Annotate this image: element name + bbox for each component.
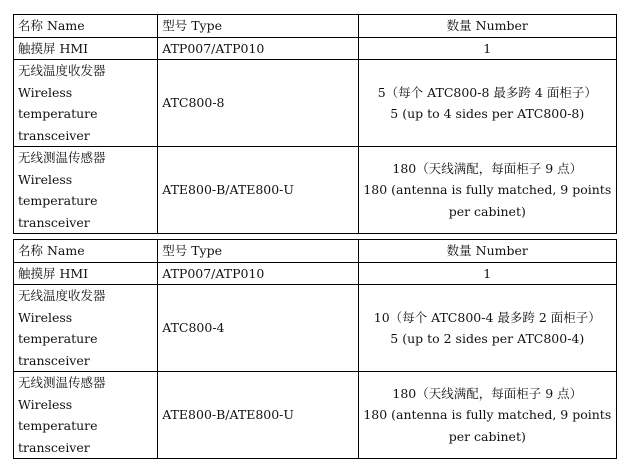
cell-name [14, 147, 158, 234]
cell-line: 180（天线满配，每面柜子 9 点） [392, 385, 583, 401]
cell-name [14, 285, 158, 372]
cell-number [358, 262, 616, 285]
cell-line: 触摸屏 HMI [18, 40, 89, 56]
cell-type: ATP007/ATP010 [158, 37, 358, 60]
cell-line: 180 (antenna is fully matched, 9 points [363, 407, 612, 423]
cell-name [14, 262, 158, 285]
cell-name [14, 372, 158, 459]
cell-line: 1 [483, 265, 492, 281]
cell-line: Wireless temperature [18, 171, 98, 208]
cell-number [358, 60, 616, 147]
cell-line: 1 [483, 40, 492, 56]
cell-line: transceiver [18, 352, 90, 368]
cell-number [358, 147, 616, 234]
header-type: 型号 Type [158, 240, 358, 263]
cell-line: 180 (antenna is fully matched, 9 points [363, 182, 612, 198]
cell-line: 无线温度收发器 [18, 63, 106, 78]
cell-line: 5 (up to 4 sides per ATC800-8) [390, 106, 585, 121]
header-name: 名称 Name [14, 240, 158, 263]
cell-number [358, 37, 616, 60]
header-number: 数量 Number [358, 240, 616, 263]
cell-line: 无线测温传感器 [18, 375, 106, 390]
cell-type: ATP007/ATP010 [158, 262, 358, 285]
cell-line: Wireless temperature [18, 396, 98, 433]
cell-line: transceiver [18, 214, 90, 230]
cell-type: ATE800-B/ATE800-U [158, 147, 358, 234]
table-header-row [14, 15, 617, 38]
cell-line: per cabinet) [448, 428, 526, 444]
cell-line: 无线测温传感器 [18, 150, 106, 165]
cell-line: transceiver [18, 439, 90, 455]
header-number: 数量 Number [358, 15, 616, 38]
table-row [14, 60, 617, 147]
table-row [14, 147, 617, 234]
cell-name [14, 60, 158, 147]
cell-name [14, 37, 158, 60]
cell-line: Wireless temperature [18, 309, 98, 346]
cell-type: ATC800-4 [158, 285, 358, 372]
cell-type: ATE800-B/ATE800-U [158, 372, 358, 459]
cell-line: 180（天线满配，每面柜子 9 点） [392, 160, 583, 176]
spec-table-2 [13, 239, 617, 459]
table-row [14, 372, 617, 459]
table-header-row [14, 240, 617, 263]
header-name: 名称 Name [14, 15, 158, 38]
cell-line: 5（每个 ATC800-8 最多跨 4 面柜子） [377, 84, 597, 100]
cell-number [358, 372, 616, 459]
table-row [14, 262, 617, 285]
header-type: 型号 Type [158, 15, 358, 38]
cell-line: transceiver [18, 127, 90, 143]
spec-table-1 [13, 14, 617, 234]
cell-number [358, 285, 616, 372]
cell-line: Wireless temperature [18, 84, 98, 121]
cell-line: 触摸屏 HMI [18, 265, 89, 281]
cell-line: 10（每个 ATC800-4 最多跨 2 面柜子） [373, 309, 601, 325]
cell-line: 5 (up to 2 sides per ATC800-4) [390, 331, 585, 346]
table-row [14, 37, 617, 60]
cell-line: 无线温度收发器 [18, 288, 106, 303]
cell-type: ATC800-8 [158, 60, 358, 147]
table-row [14, 285, 617, 372]
cell-line: per cabinet) [448, 203, 526, 219]
